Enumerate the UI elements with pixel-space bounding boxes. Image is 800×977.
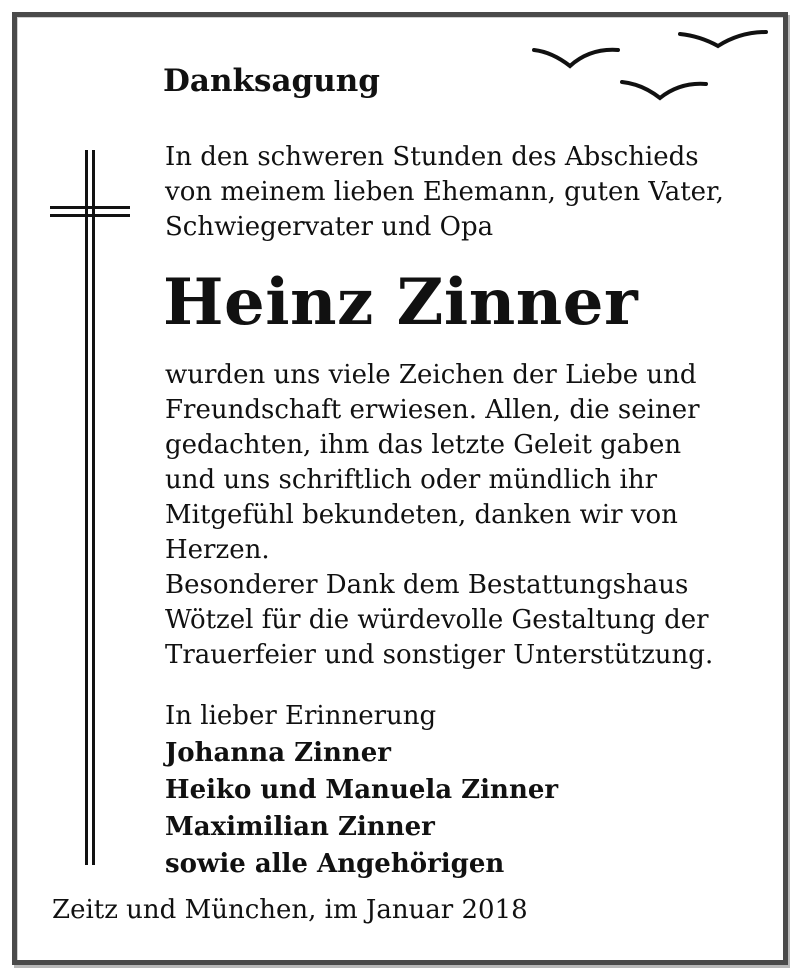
intro-line: Schwiegervater und Opa xyxy=(165,212,494,242)
thanks-line: Trauerfeier und sonstiger Unterstützung. xyxy=(165,640,714,670)
signature-block xyxy=(165,698,765,883)
thanks-line: Wötzel für die würdevolle Gestaltung der xyxy=(165,605,709,635)
deceased-name: Heinz Zinner xyxy=(163,265,639,340)
intro-line: In den schweren Stunden des Abschieds xyxy=(165,142,699,172)
family-member: sowie alle Angehörigen xyxy=(165,849,505,879)
thanks-line: Mitgefühl bekundeten, danken wir von xyxy=(165,500,678,530)
family-member: Johanna Zinner xyxy=(165,738,392,768)
thanks-text xyxy=(165,358,775,673)
place-date: Zeitz und München, im Januar 2018 xyxy=(52,895,528,925)
family-member: Heiko und Manuela Zinner xyxy=(165,775,559,805)
thanks-line: Besonderer Dank dem Bestattungshaus xyxy=(165,570,689,600)
intro-text xyxy=(165,140,765,245)
family-member: Maximilian Zinner xyxy=(165,812,435,842)
thanks-line: Herzen. xyxy=(165,535,270,565)
thanks-line: wurden uns viele Zeichen der Liebe und xyxy=(165,360,697,390)
birds-icon xyxy=(530,26,770,106)
heading: Danksagung xyxy=(163,63,380,99)
thanks-line: und uns schriftlich oder mündlich ihr xyxy=(165,465,658,495)
intro-line: von meinem lieben Ehemann, guten Vater, xyxy=(165,177,724,207)
thanks-line: gedachten, ihm das letzte Geleit gaben xyxy=(165,430,682,460)
memory-intro: In lieber Erinnerung xyxy=(165,701,437,731)
cross-icon xyxy=(44,150,136,865)
thanks-line: Freundschaft erwiesen. Allen, die seiner xyxy=(165,395,700,425)
